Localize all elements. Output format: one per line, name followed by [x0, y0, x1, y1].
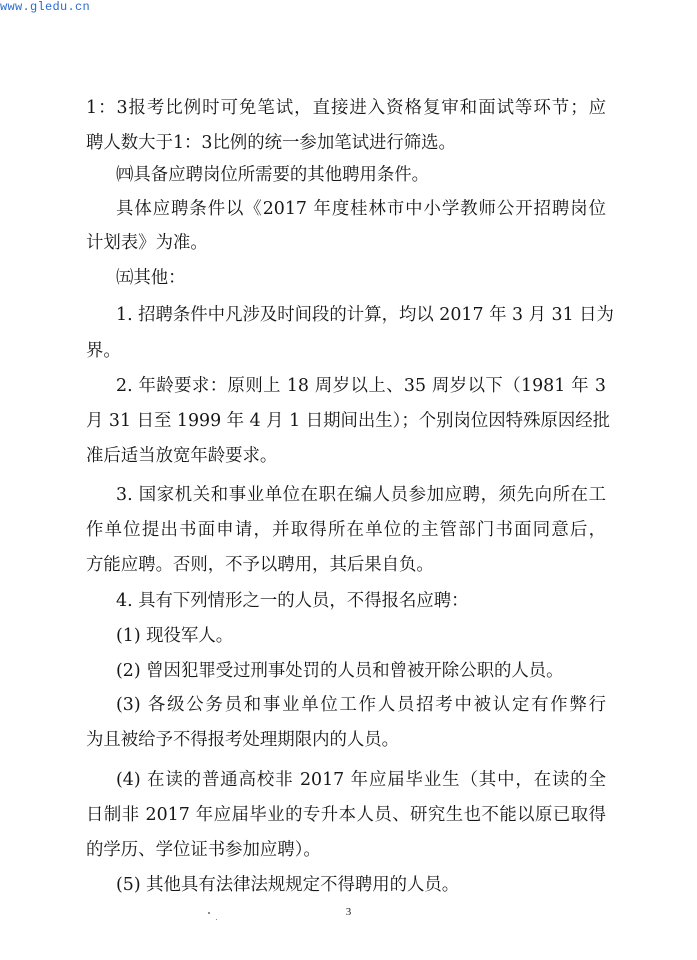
body-line: 1：3报考比例时可免笔试，直接进入资格复审和面试等环节；应 [86, 98, 606, 118]
body-line: (4) 在读的普通高校非 2017 年应届毕业生（其中，在读的全 [116, 770, 606, 790]
body-line: 作单位提出书面申请，并取得所在单位的主管部门书面同意后， [86, 520, 606, 540]
body-line: (3) 各级公务员和事业单位工作人员招考中被认定有作弊行 [116, 695, 606, 715]
body-line: 1. 招聘条件中凡涉及时间段的计算，均以 2017 年 3 月 31 日为 [116, 305, 614, 325]
body-line: 具体应聘条件以《2017 年度桂林市中小学教师公开招聘岗位 [116, 199, 606, 219]
body-line: 计划表》为准。 [86, 233, 208, 253]
body-line: (2) 曾因犯罪受过刑事处罚的人员和曾被开除公职的人员。 [116, 661, 564, 681]
body-line: 3. 国家机关和事业单位在职在编人员参加应聘，须先向所在工 [116, 485, 606, 505]
body-line: ㈣具备应聘岗位所需要的其他聘用条件。 [116, 165, 430, 185]
body-line: 聘人数大于1：3比例的统一参加笔试进行筛选。 [86, 133, 456, 153]
page-number: 3 [345, 906, 352, 918]
body-line: (1) 现役军人。 [116, 626, 234, 646]
body-line: 方能应聘。否则，不予以聘用，其后果自负。 [86, 555, 434, 575]
body-line: 月 31 日至 1999 年 4 月 1 日期间出生）；个别岗位因特殊原因经批 [86, 411, 611, 431]
watermark-text: www.gledu.cn [0, 0, 91, 14]
body-line: 界。 [86, 341, 121, 361]
body-line: 准后适当放宽年龄要求。 [86, 446, 278, 466]
body-line: 2. 年龄要求：原则上 18 周岁以上、35 周岁以下（1981 年 3 [116, 376, 606, 396]
body-line: 为且被给予不得报考处理期限内的人员。 [86, 730, 400, 750]
body-line: ㈤其他： [116, 268, 186, 288]
body-line: 日制非 2017 年应届毕业的专升本人员、研究生也不能以原已取得 [86, 805, 606, 825]
body-line: (5) 其他具有法律法规规定不得聘用的人员。 [116, 875, 460, 895]
scan-speck [216, 919, 217, 920]
body-line: 4. 具有下列情形之一的人员，不得报名应聘： [116, 591, 469, 611]
body-line: 的学历、学位证书参加应聘）。 [86, 840, 321, 860]
